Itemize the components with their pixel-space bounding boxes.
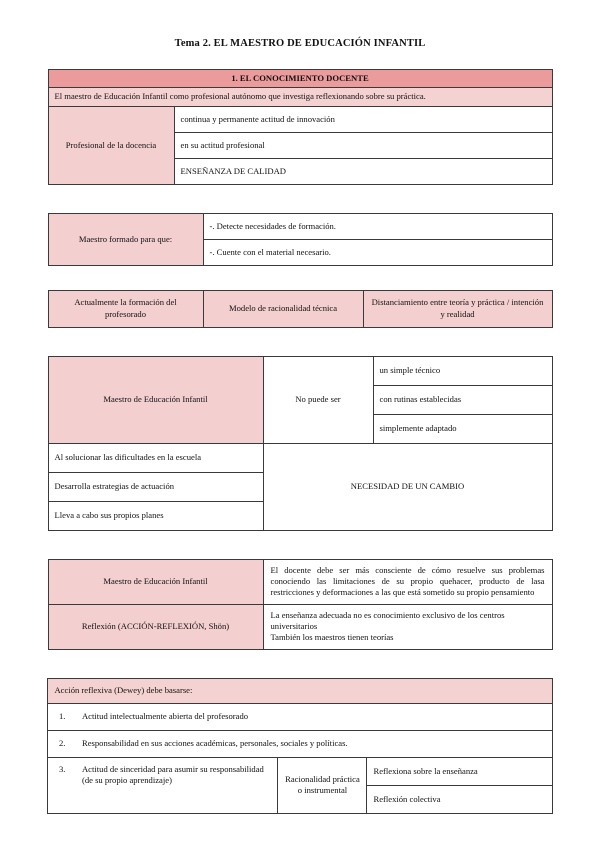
page-title-main: EL MAESTRO DE EDUCACIÓN INFANTIL: [213, 38, 426, 49]
table-row: [48, 604, 552, 649]
cell-docente-consciente: El docente debe ser más consciente de cómo resuelve sus problemas conociendo las limitaciones de su propio quehacer, producto de lasa restricciones y deformaciones a las que está sometido su propio pensamiento: [263, 559, 552, 604]
table-row: [48, 443, 552, 472]
cell-estrategias-actuacion: Desarrolla estrategias de actuación: [48, 472, 263, 501]
spacer: [0, 650, 600, 678]
cell-innovacion: continua y permanente actitud de innovación: [174, 106, 552, 132]
list-item-text-1: Actitud intelectualmente abierta del profesorado: [76, 703, 552, 730]
list-item-text-2: Responsabilidad en sus acciones académicas, personales, sociales y políticas.: [76, 730, 552, 757]
list-item-number-1: 1.: [48, 703, 76, 730]
cell-reflexion-colectiva: Reflexión colectiva: [367, 785, 552, 813]
cell-formacion-actual: Actualmente la formación del profesorado: [48, 290, 203, 327]
cell-propios-planes: Lleva a cabo sus propios planes: [48, 501, 263, 530]
row-label-maestro-ei: Maestro de Educación Infantil: [48, 356, 263, 443]
spacer: [0, 531, 600, 559]
cell-ensenanza-calidad: ENSEÑANZA DE CALIDAD: [174, 158, 552, 184]
cell-ensenanza-adecuada-line2: También los maestros tienen teorías: [270, 632, 394, 643]
cell-ensenanza-adecuada-line1: La enseñanza adecuada no es conocimiento exclusivo de los centros universitarios: [270, 609, 505, 632]
table-row: [48, 678, 552, 703]
row-label-maestro-formado: Maestro formado para que:: [48, 213, 203, 265]
table-formacion-profesorado: [48, 290, 553, 328]
spacer: [0, 328, 600, 356]
table-row: [48, 559, 552, 604]
section-subtitle-1: El maestro de Educación Infantil como profesional autónomo que investiga reflexionando sobre su práctica.: [48, 88, 552, 106]
table-row: [48, 730, 552, 757]
page-title-prefix: Tema 2.: [174, 38, 211, 49]
table-row: [48, 106, 552, 132]
table-row: [48, 356, 552, 385]
list-item-text-3: Actitud de sinceridad para asumir su responsabilidad (de su propio aprendizaje): [76, 757, 278, 813]
table-row: [48, 703, 552, 730]
table-row: [48, 70, 552, 88]
table-conocimiento-docente: [48, 69, 553, 185]
cell-racionalidad-tecnica: Modelo de racionalidad técnica: [203, 290, 363, 327]
cell-no-puede-ser: No puede ser: [263, 356, 373, 443]
cell-opcion-1: un simple técnico: [373, 356, 552, 385]
cell-distanciamiento: Distanciamiento entre teoría y práctica / intención y realidad: [363, 290, 552, 327]
cell-material-necesario: -. Cuente con el material necesario.: [203, 239, 552, 265]
cell-necesidad-cambio: NECESIDAD DE UN CAMBIO: [263, 443, 552, 530]
table-no-puede-ser: [48, 356, 553, 531]
cell-actitud-profesional: en su actitud profesional: [174, 132, 552, 158]
cell-reflexiona-ensenanza: Reflexiona sobre la enseñanza: [367, 757, 552, 785]
cell-opcion-2: con rutinas establecidas: [373, 385, 552, 414]
cell-solucionar-dificultades: Al solucionar las dificultades en la escuela: [48, 443, 263, 472]
table-row: [48, 213, 552, 239]
cell-racionalidad-practica: Racionalidad práctica o instrumental: [278, 757, 367, 813]
list-item-number-3: 3.: [48, 757, 76, 813]
table-accion-reflexiva-dewey: [47, 678, 552, 814]
row-label-reflexion-schon: Reflexión (ACCIÓN-REFLEXIÓN, Shön): [48, 604, 263, 649]
section-header-1: 1. EL CONOCIMIENTO DOCENTE: [48, 70, 552, 88]
list-item-number-2: 2.: [48, 730, 76, 757]
spacer: [0, 49, 600, 69]
row-label-maestro-ei-2: Maestro de Educación Infantil: [48, 559, 263, 604]
cell-ensenanza-adecuada: [263, 604, 552, 649]
page-title: [0, 0, 600, 49]
table-row: [48, 88, 552, 106]
row-label-profesional-docencia: Profesional de la docencia: [48, 106, 174, 184]
spacer: [0, 266, 600, 290]
table-reflexion: [48, 559, 553, 650]
table-row: [48, 290, 552, 327]
cell-opcion-3: simplemente adaptado: [373, 414, 552, 443]
section-header-dewey: Acción reflexiva (Dewey) debe basarse:: [48, 678, 552, 703]
spacer: [0, 185, 600, 213]
cell-detecte-necesidades: -. Detecte necesidades de formación.: [203, 213, 552, 239]
table-maestro-formado: [48, 213, 553, 266]
table-row: [48, 757, 552, 785]
